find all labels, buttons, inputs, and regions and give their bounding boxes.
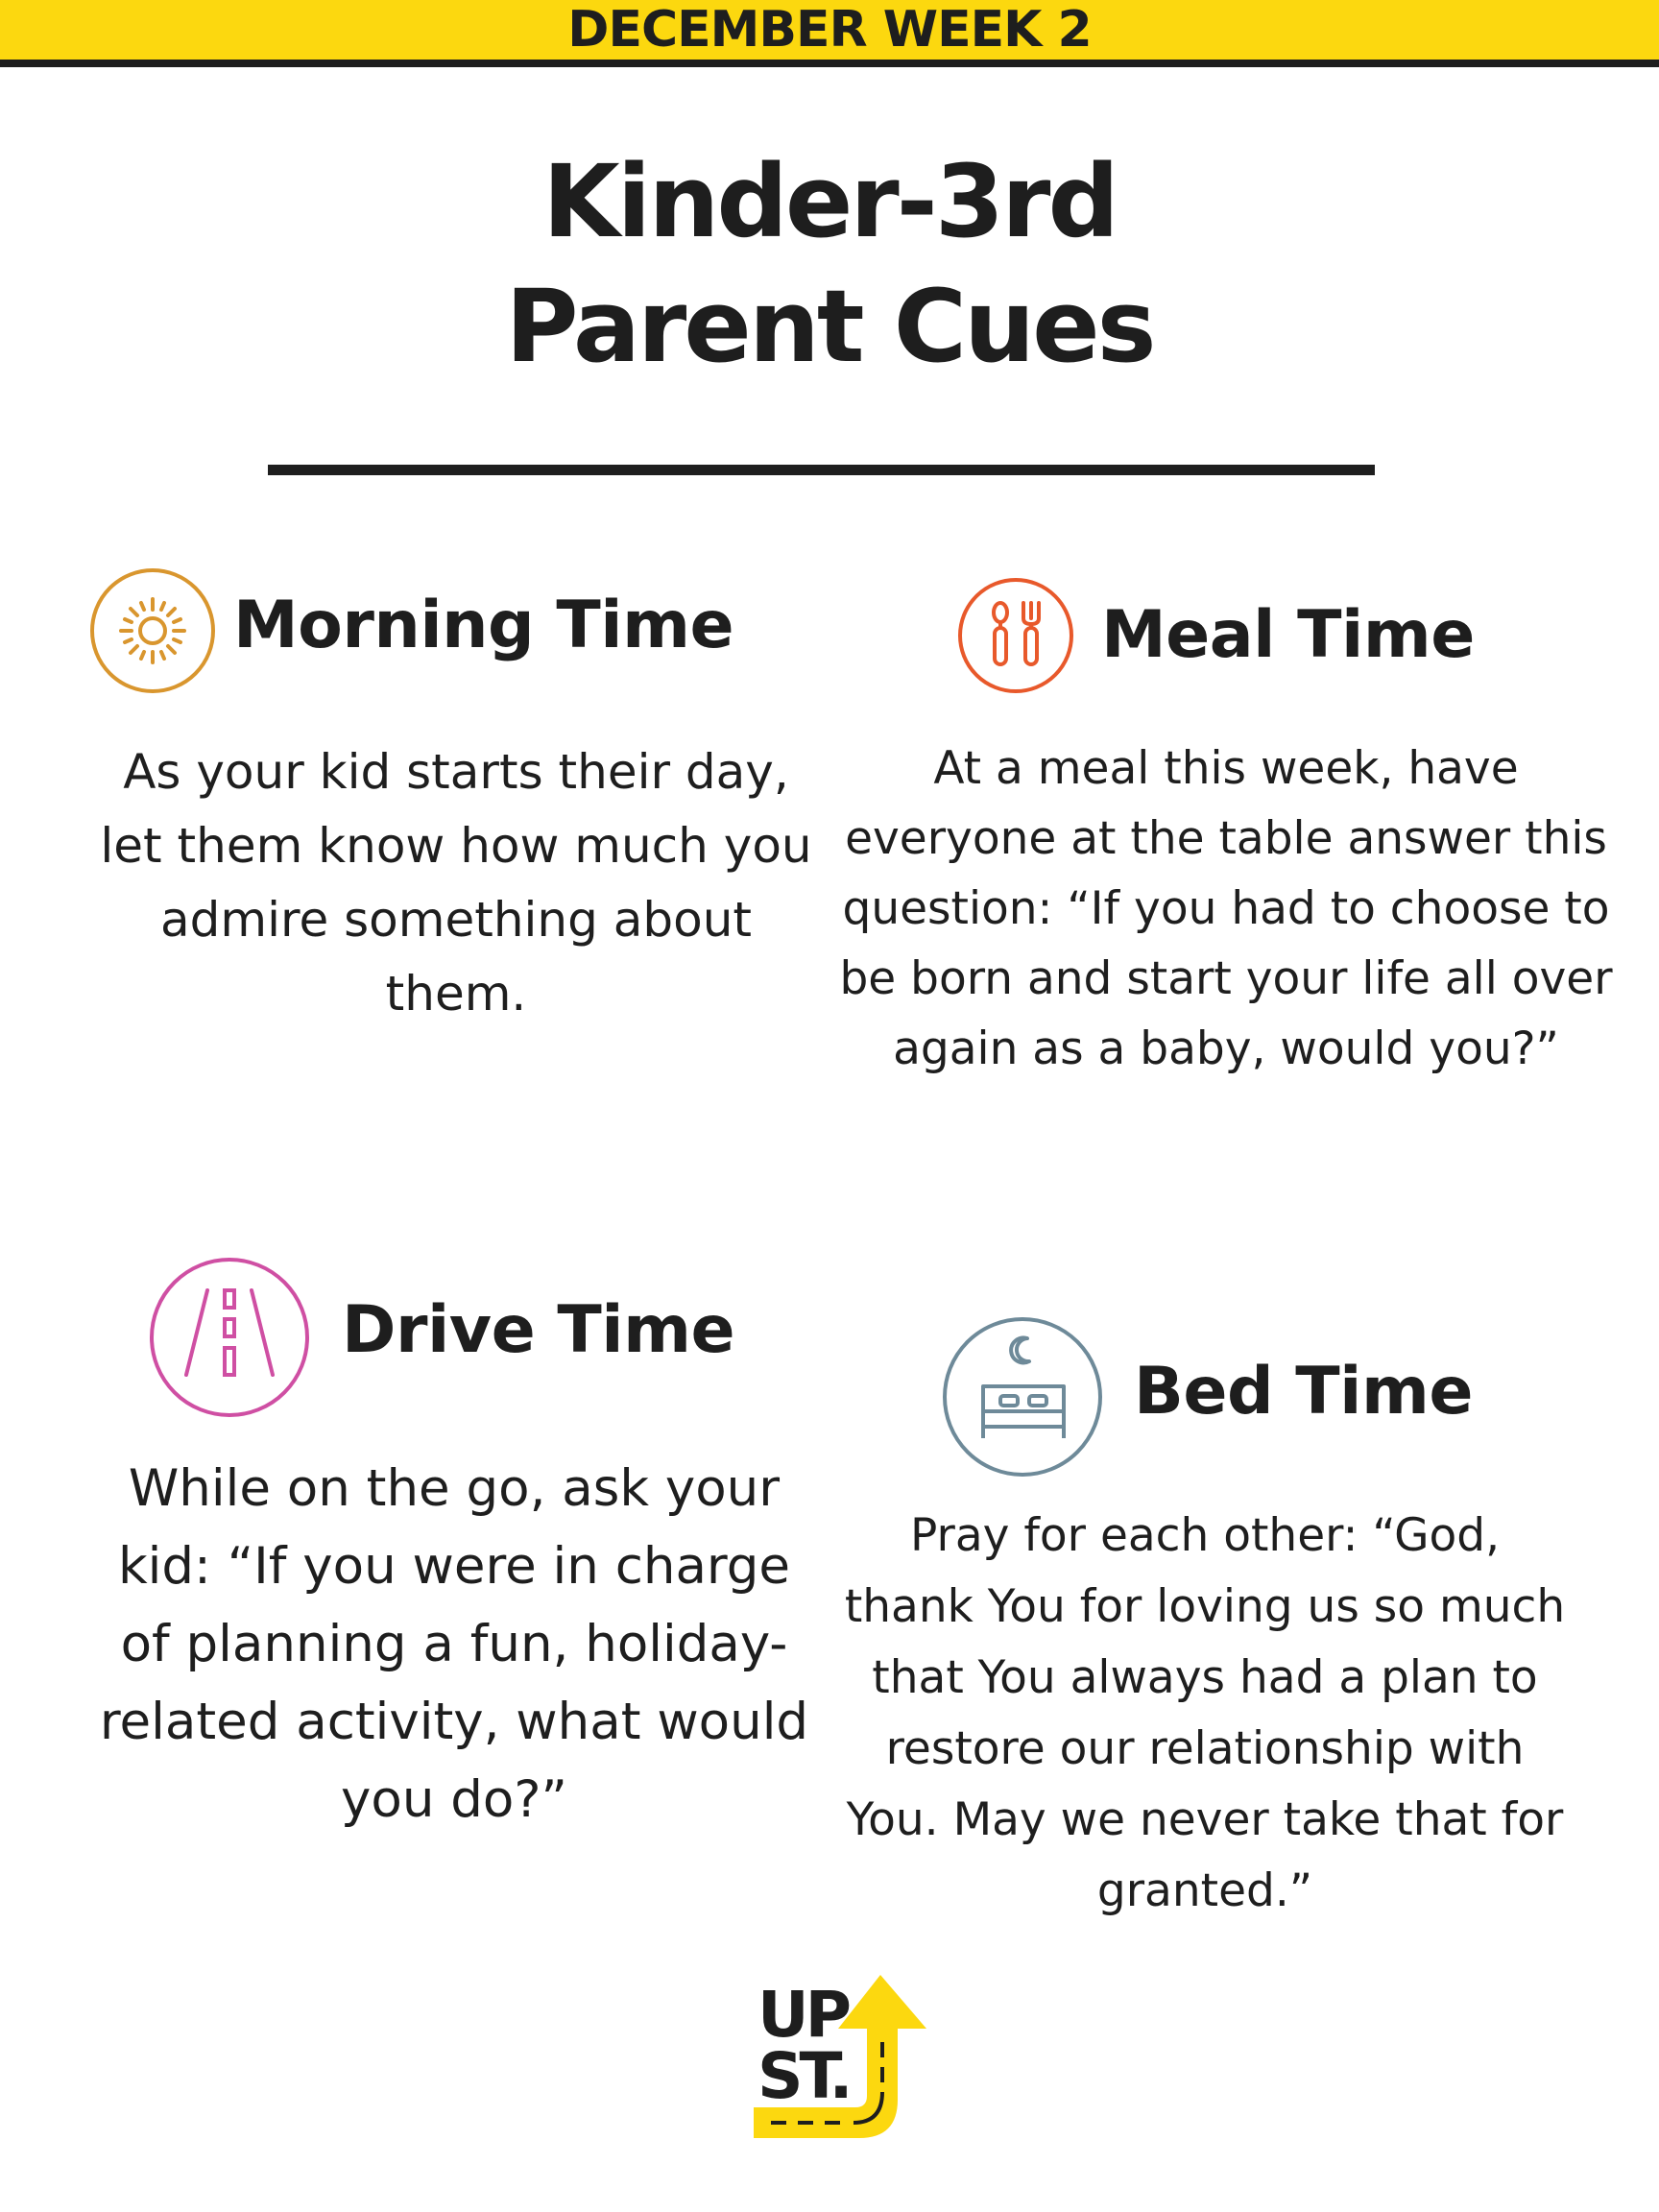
road-icon	[148, 1256, 311, 1419]
morning-time-heading: Morning Time	[233, 588, 734, 663]
morning-time-text: As your kid starts their day, let them know how much you admire something about them.	[100, 744, 812, 1022]
bed-moon-icon	[941, 1315, 1104, 1479]
week-banner-text: DECEMBER WEEK 2	[567, 1, 1092, 59]
meal-time-heading: Meal Time	[1101, 597, 1475, 673]
bed-time-text: Pray for each other: “God, thank You for loving us so much that You always had a plan to restore our relationship with You. May we never take that for granted.”	[844, 1509, 1566, 1917]
bed-time-heading: Bed Time	[1134, 1354, 1473, 1430]
upstreet-logo	[754, 1973, 931, 2141]
page-title-line-1: Kinder-3rd	[542, 143, 1117, 260]
meal-time-text: At a meal this week, have everyone at the table answer this question: “If you had to choose to be born and start your life all over again as a baby, would you?”	[839, 742, 1613, 1075]
title-divider	[268, 465, 1375, 475]
page-title-line-2: Parent Cues	[505, 268, 1154, 385]
week-banner	[0, 0, 1659, 67]
logo-text-up: UP	[757, 1978, 848, 2052]
utensils-icon	[956, 576, 1075, 695]
logo-text-st: ST.	[757, 2039, 850, 2113]
drive-time-text: While on the go, ask your kid: “If you were in charge of planning a fun, holiday- related activity, what would you do?”	[99, 1459, 809, 1829]
sun-icon	[88, 566, 217, 695]
drive-time-heading: Drive Time	[342, 1292, 735, 1368]
